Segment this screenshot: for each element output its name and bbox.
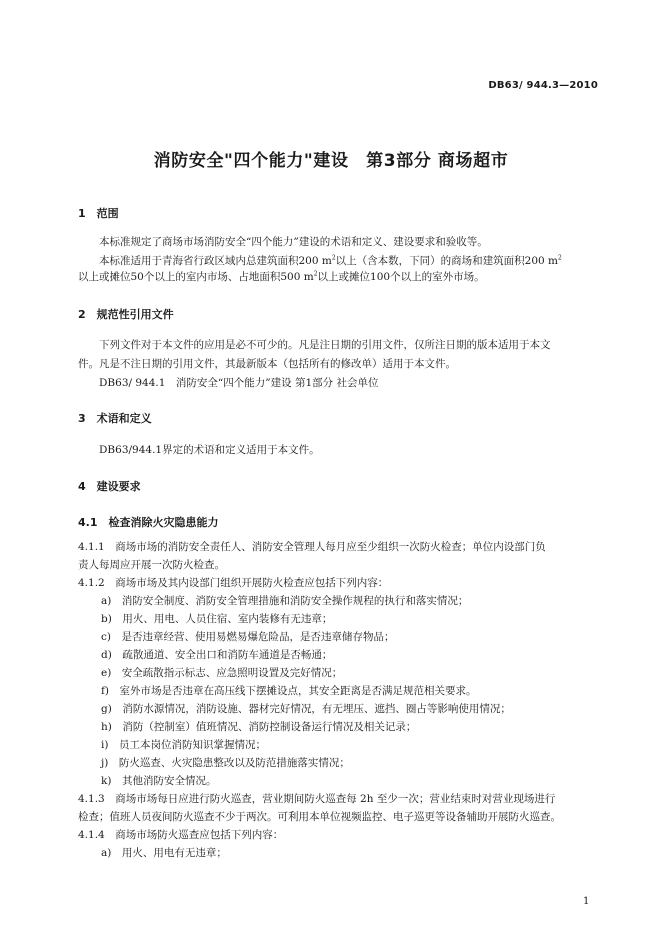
document-id: DB63/ 944.3—2010	[488, 80, 598, 91]
list-item: e) 安全疏散指示标志、应急照明设置及完好情况；	[101, 667, 343, 679]
list-item: b) 用火、用电、人员住宿、室内装修有无违章；	[101, 613, 333, 625]
section-heading-normative-references: 2 规范性引用文件	[78, 308, 174, 321]
clause-4-1-1-continued: 责人每周应开展一次防火检查。	[78, 559, 225, 571]
paragraph-continued: 以上或摊位50个以上的室内市场、占地面积500 $m^2$以上或摊位100个以上的室外市场。	[78, 270, 485, 283]
page-number: 1	[583, 896, 590, 907]
list-item: i) 员工本岗位消防知识掌握情况；	[101, 739, 266, 751]
paragraph-continued: 件。凡是不注日期的引用文件，其最新版本（包括所有的修改单）适用于本文件。	[78, 358, 456, 370]
list-item: d) 疏散通道、安全出口和消防车通道是否畅通；	[101, 649, 333, 661]
list-item: a) 用火、用电有无违章；	[101, 847, 227, 859]
paragraph: 下列文件对于本文件的应用是必不可少的。凡是注日期的引用文件，仅所注日期的版本适用于本文	[99, 339, 551, 351]
list-item: j) 防火巡查、火灾隐患整改以及防范措施落实情况；	[101, 757, 350, 769]
list-item: k) 其他消防安全情况。	[101, 775, 217, 787]
paragraph: 本标准规定了商场市场消防安全“四个能力”建设的术语和定义、建设要求和验收等。	[99, 236, 488, 248]
paragraph: DB63/944.1界定的术语和定义适用于本文件。	[99, 444, 320, 456]
section-heading-scope: 1 范围	[78, 207, 119, 220]
reference-entry: DB63/ 944.1 消防安全“四个能力”建设 第1部分 社会单位	[99, 377, 379, 389]
paragraph: 本标准适用于青海省行政区域内总建筑面积200 $m^2$以上（含本数，下同）的商场和建筑面积200 $m^2$	[99, 254, 562, 267]
section-heading-terms: 3 术语和定义	[78, 412, 152, 425]
clause-4-1-3: 4.1.3 商场市场每日应进行防火巡查，营业期间防火巡查每 2h 至少一次；营业结束时对营业现场进行	[78, 793, 556, 805]
list-item: a) 消防安全制度、消防安全管理措施和消防安全操作规程的执行和落实情况；	[101, 595, 469, 607]
list-item: g) 消防水源情况，消防设施、器材完好情况，有无埋压、遮挡、圈占等影响使用情况；	[101, 703, 511, 715]
list-item: f) 室外市场是否违章在高压线下摆摊设点，其安全距离是否满足规范相关要求。	[101, 685, 477, 697]
section-heading-requirements: 4 建设要求	[78, 480, 141, 493]
list-item: h) 消防（控制室）值班情况、消防控制设备运行情况及相关记录；	[101, 721, 417, 733]
clause-4-1-1: 4.1.1 商场市场的消防安全责任人、消防安全管理人每月应至少组织一次防火检查；单位内设部门负	[78, 541, 546, 553]
clause-4-1-3-continued: 检查；值班人员夜间防火巡查不少于两次。可利用本单位视频监控、电子巡更等设备辅助开展防火巡查。	[78, 811, 561, 823]
list-item: c) 是否违章经营、使用易燃易爆危险品，是否违章储存物品；	[101, 631, 395, 643]
clause-4-1-2: 4.1.2 商场市场及其内设部门组织开展防火检查应包括下列内容：	[78, 577, 389, 589]
subsection-heading: 4.1 检查消除火灾隐患能力	[78, 516, 219, 529]
clause-4-1-4: 4.1.4 商场市场防火巡查应包括下列内容：	[78, 829, 284, 841]
page-title: 消防安全"四个能力"建设 第3部分 商场超市	[153, 151, 509, 171]
